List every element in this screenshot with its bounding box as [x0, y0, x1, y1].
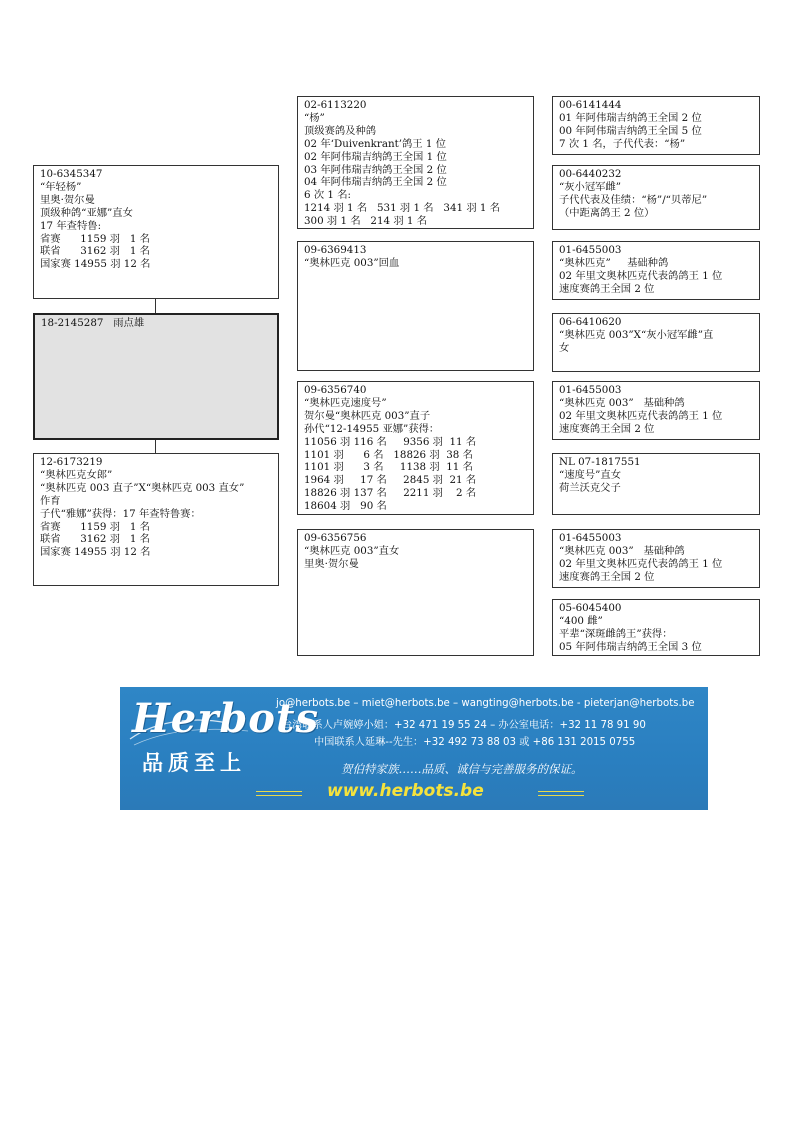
dam-sire-dam-box [552, 453, 760, 515]
pedigree-line: 速度赛鸽王全国 2 位 [559, 570, 655, 583]
sire-sire-box [297, 96, 534, 229]
ring-number: 02-6113220 [304, 99, 367, 111]
pedigree-line: 1214 羽 1 名 531 羽 1 名 341 羽 1 名 [304, 202, 501, 215]
banner-taiwan-contact: 台湾联系人卢婉婷小姐：+32 471 19 55 24 – 办公室电话：+32 11 78 91 90 [282, 720, 646, 731]
ring-number: NL 07-1817551 [559, 456, 641, 468]
sire-dam-box [297, 241, 534, 371]
pedigree-line: 6 次 1 名: [304, 189, 351, 202]
pedigree-line: 1101 羽 3 名 1138 羽 11 名 [304, 461, 473, 474]
pedigree-line: 速度赛鸽王全国 2 位 [559, 422, 655, 435]
pedigree-line: 04 年阿伟瑞吉纳鸽王全国 2 位 [304, 176, 447, 189]
banner-china-contact: 中国联系人延琳--先生：+32 492 73 88 03 或 +86 131 2015 0755 [314, 737, 636, 748]
sire-dam-dam-box [552, 313, 760, 372]
pedigree-line: 顶级种鸽“亚娜”直女 [40, 206, 133, 219]
pedigree-line: 18826 羽 137 名 2211 羽 2 名 [304, 487, 477, 500]
sire-dam-sire-box [552, 241, 760, 300]
pedigree-line: 联省 3162 羽 1 名 [40, 533, 150, 546]
pedigree-line: 顶级赛鸽及种鸽 [304, 124, 377, 137]
pedigree-line: 女 [559, 341, 570, 354]
dam-box [33, 453, 279, 586]
pedigree-line: 02 年‘Duivenkrant’鸽王 1 位 [304, 137, 446, 150]
banner-slogan: 品质至上 [142, 751, 246, 775]
dam-sire-sire-box [552, 381, 760, 440]
ring-number: 09-6356740 [304, 384, 367, 396]
sire-sire-sire-box [552, 96, 760, 155]
pedigree-line: “灰小冠军雌” [559, 180, 622, 193]
ring-number: 00-6440232 [559, 168, 622, 180]
pedigree-line: “奥林匹克女郎” [40, 468, 113, 481]
pedigree-line: “奥林匹克 003”X“灰小冠军雌”直 [559, 328, 714, 341]
banner-tagline: 贺伯特家族……品质、诚信与完善服务的保证。 [341, 762, 583, 776]
pedigree-line: 17 年查特鲁: [40, 219, 102, 232]
pedigree-line: 01 年阿伟瑞吉纳鸽王全国 2 位 [559, 111, 702, 124]
pedigree-line: 孙代“12-14955 亚娜”获得： [304, 422, 440, 435]
dam-sire-box [297, 381, 534, 515]
ring-number: 12-6173219 [40, 456, 103, 468]
ring-number: 01-6455003 [559, 384, 622, 396]
pedigree-line: “奥林匹克 003 直子”X“奥林匹克 003 直女” [40, 481, 245, 494]
pedigree-line: 03 年阿伟瑞吉纳鸽王全国 2 位 [304, 163, 447, 176]
pedigree-line: “400 雌” [559, 614, 603, 627]
pedigree-line: 贺尔曼“奥林匹克 003”直子 [304, 409, 431, 422]
pedigree-line: “奥林匹克 003”直女 [304, 544, 400, 557]
pedigree-line: “奥林匹克” 基础种鸽 [559, 256, 669, 269]
ring-number: 01-6455003 [559, 532, 622, 544]
pedigree-line: 国家赛 14955 羽 12 名 [40, 546, 151, 559]
pedigree-line: “奥林匹克 003”回血 [304, 256, 400, 269]
website-left-divider [256, 791, 302, 796]
herbots-logo: Herbots [132, 695, 319, 742]
pedigree-line: 02 年里文奥林匹克代表鸽鸽王 1 位 [559, 557, 723, 570]
pedigree-line: 子代“雅娜”获得：17 年查特鲁赛： [40, 507, 201, 520]
pedigree-line: 1964 羽 17 名 2845 羽 21 名 [304, 474, 477, 487]
pedigree-line: 平辈“深斑雌鸽王”获得： [559, 627, 673, 640]
pedigree-line: 荷兰沃克父子 [559, 481, 621, 494]
pedigree-line: 7 次 1 名，子代代表：“杨” [559, 137, 686, 150]
pedigree-line: “奥林匹克 003” 基础种鸽 [559, 544, 685, 557]
subject-box [33, 313, 279, 440]
pedigree-line: 作育 [40, 494, 61, 507]
pedigree-line: 02 年阿伟瑞吉纳鸽王全国 1 位 [304, 150, 447, 163]
ring-number: 09-6369413 [304, 244, 367, 256]
ring-number: 18-2145287 雨点雄 [41, 317, 145, 329]
pedigree-line: 11056 羽 116 名 9356 羽 11 名 [304, 435, 477, 448]
connector-subject-dam [155, 439, 156, 454]
pedigree-line: “杨” [304, 111, 325, 124]
pedigree-line: （中距离鸽王 2 位） [559, 206, 655, 219]
pedigree-line: 300 羽 1 名 214 羽 1 名 [304, 215, 428, 228]
pedigree-line: 里奥·贺尔曼 [304, 557, 359, 570]
herbots-banner [120, 687, 708, 810]
dam-dam-box [297, 529, 534, 656]
pedigree-line: 05 年阿伟瑞吉纳鸽王全国 3 位 [559, 640, 702, 653]
pedigree-line: 1101 羽 6 名 18826 羽 38 名 [304, 448, 473, 461]
ring-number: 00-6141444 [559, 99, 622, 111]
pedigree-line: “奥林匹克速度号” [304, 396, 387, 409]
pedigree-line: 子代代表及佳绩：“杨”/“贝蒂尼” [559, 193, 708, 206]
banner-emails[interactable]: jo@herbots.be – miet@herbots.be – wangting@herbots.be - pieterjan@herbots.be [276, 698, 695, 709]
dam-dam-dam-box [552, 599, 760, 656]
pedigree-line: 速度赛鸽王全国 2 位 [559, 282, 655, 295]
sire-box [33, 165, 279, 299]
pedigree-line: 00 年阿伟瑞吉纳鸽王全国 5 位 [559, 124, 702, 137]
ring-number: 05-6045400 [559, 602, 622, 614]
ring-number: 01-6455003 [559, 244, 622, 256]
pedigree-line: 省赛 1159 羽 1 名 [40, 520, 150, 533]
pedigree-line: 02 年里文奥林匹克代表鸽鸽王 1 位 [559, 269, 723, 282]
ring-number: 10-6345347 [40, 168, 103, 180]
pedigree-line: “速度号”直女 [559, 468, 622, 481]
pedigree-line: 联省 3162 羽 1 名 [40, 245, 150, 258]
sire-sire-dam-box [552, 165, 760, 230]
pedigree-line: 国家赛 14955 羽 12 名 [40, 258, 151, 271]
dam-dam-sire-box [552, 529, 760, 588]
pedigree-line: “奥林匹克 003” 基础种鸽 [559, 396, 685, 409]
pedigree-line: 18604 羽 90 名 [304, 500, 387, 513]
website-link[interactable]: www.herbots.be [327, 781, 484, 801]
connector-sire-subject [155, 298, 156, 314]
ring-number: 09-6356756 [304, 532, 367, 544]
pedigree-line: 里奥·贺尔曼 [40, 193, 95, 206]
pedigree-line: “年轻杨” [40, 180, 82, 193]
pedigree-line: 02 年里文奥林匹克代表鸽鸽王 1 位 [559, 409, 723, 422]
ring-number: 06-6410620 [559, 316, 622, 328]
pedigree-line: 省赛 1159 羽 1 名 [40, 232, 150, 245]
website-right-divider [538, 791, 584, 796]
